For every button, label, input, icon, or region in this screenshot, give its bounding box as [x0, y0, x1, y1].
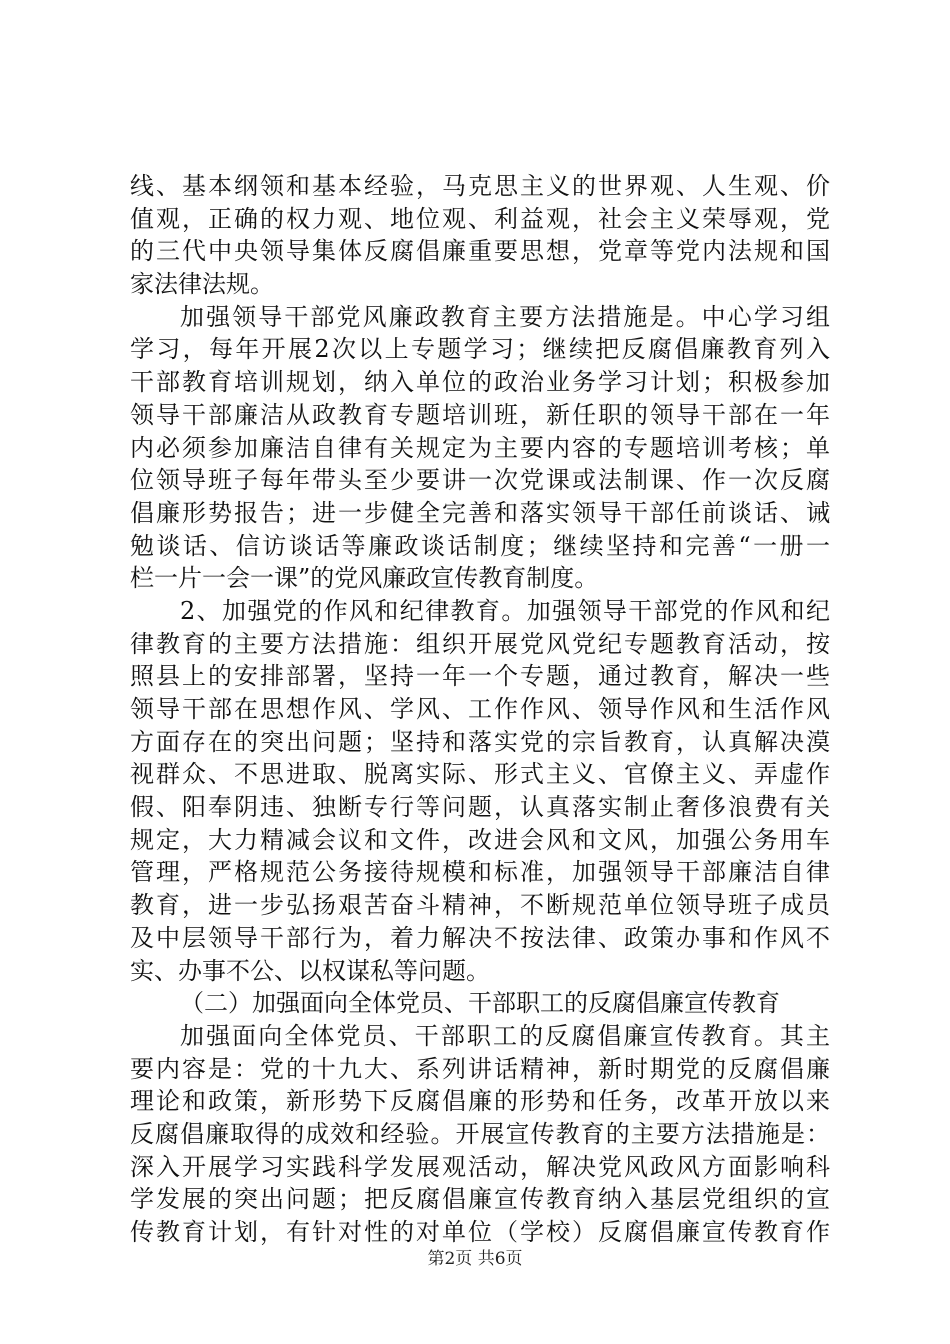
text-line: 领导干部廉洁从政教育专题培训班，新任职的领导干部在一年	[130, 400, 830, 429]
section-heading: （二）加强面向全体党员、干部职工的反腐倡廉宣传教育	[180, 989, 780, 1018]
text-line: 干部教育培训规划，纳入单位的政治业务学习计划；积极参加	[130, 368, 830, 397]
page-number-footer: 第2页 共6页	[427, 1249, 523, 1269]
text-line: 管理，严格规范公务接待规模和标准，加强领导干部廉洁自律	[130, 858, 830, 887]
text-line: 照县上的安排部署，坚持一年一个专题，通过教育，解决一些	[130, 662, 830, 691]
text-line: 视群众、不思进取、脱离实际、形式主义、官僚主义、弄虚作	[130, 760, 830, 789]
text-line: 领导干部在思想作风、学风、工作作风、领导作风和生活作风	[130, 695, 830, 723]
text-line: 家法律法规。	[130, 270, 274, 299]
text-line: 要内容是：党的十九大、系列讲话精神，新时期党的反腐倡廉	[130, 1054, 830, 1083]
text-line: 学习，每年开展2次以上专题学习；继续把反腐倡廉教育列入	[130, 335, 830, 364]
text-line: 实、办事不公、以权谋私等问题。	[130, 956, 490, 985]
text-line: 勉谈话、信访谈话等廉政谈话制度；继续坚持和完善“一册一	[130, 531, 830, 560]
text-line: 位领导班子每年带头至少要讲一次党课或法制课、作一次反腐	[130, 466, 830, 495]
text-line: 内必须参加廉洁自律有关规定为主要内容的专题培训考核；单	[130, 433, 830, 462]
text-line: 方面存在的突出问题；坚持和落实党的宗旨教育，认真解决漠	[130, 727, 830, 756]
text-line: 的三代中央领导集体反腐倡廉重要思想，党章等党内法规和国	[130, 237, 830, 266]
text-line: 深入开展学习实践科学发展观活动，解决党风政风方面影响科	[130, 1152, 830, 1181]
text-line: 栏一片一会一课”的党风廉政宣传教育制度。	[130, 564, 599, 593]
text-line: 及中层领导干部行为，着力解决不按法律、政策办事和作风不	[130, 923, 830, 952]
text-line: 律教育的主要方法措施：组织开展党风党纪专题教育活动，按	[130, 629, 830, 658]
text-line: 线、基本纲领和基本经验，马克思主义的世界观、人生观、价	[130, 172, 830, 200]
document-body	[130, 170, 830, 1249]
text-line: 理论和政策，新形势下反腐倡廉的形势和任务，改革开放以来	[130, 1087, 830, 1116]
text-line: 加强领导干部党风廉政教育主要方法措施是。中心学习组	[180, 302, 830, 331]
text-line: 传教育计划，有针对性的对单位（学校）反腐倡廉宣传教育作	[130, 1218, 830, 1246]
text-line: 加强面向全体党员、干部职工的反腐倡廉宣传教育。其主	[180, 1021, 830, 1050]
text-line: 倡廉形势报告；进一步健全完善和落实领导干部任前谈话、诫	[130, 498, 830, 527]
text-line: 值观，正确的权力观、地位观、利益观，社会主义荣辱观，党	[130, 204, 830, 233]
text-line: 假、阳奉阴违、独断专行等问题，认真落实制止奢侈浪费有关	[130, 793, 830, 822]
text-line: 学发展的突出问题；把反腐倡廉宣传教育纳入基层党组织的宣	[130, 1185, 830, 1214]
text-line: 2、加强党的作风和纪律教育。加强领导干部党的作风和纪	[180, 596, 830, 625]
text-line: 教育，进一步弘扬艰苦奋斗精神，不断规范单位领导班子成员	[130, 891, 830, 920]
text-line: 规定，大力精减会议和文件，改进会风和文风，加强公务用车	[130, 825, 830, 854]
text-line: 反腐倡廉取得的成效和经验。开展宣传教育的主要方法措施是：	[130, 1119, 830, 1148]
